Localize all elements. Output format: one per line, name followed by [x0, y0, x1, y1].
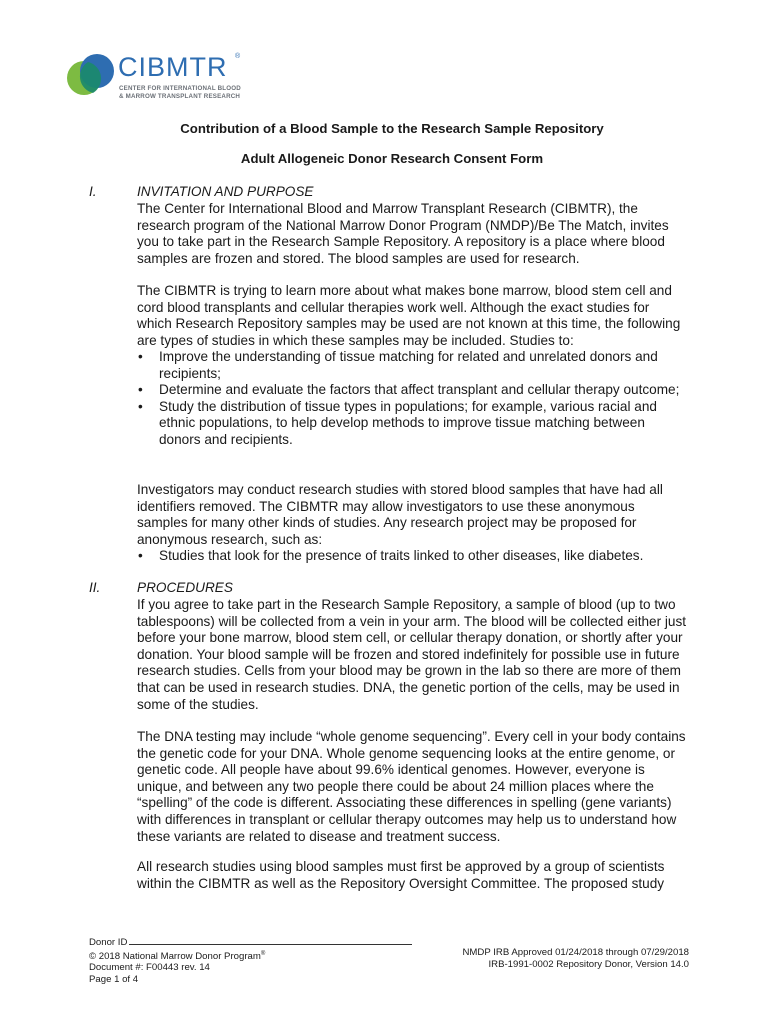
bullet-icon: •: [138, 398, 143, 414]
logo-subtitle-line-1: CENTER FOR INTERNATIONAL BLOOD: [119, 85, 241, 92]
list-item: • Study the distribution of tissue types in populations; for example, various racial and ethnic populations, to help develop methods to improve tissue matching between donors and recipients.: [138, 398, 657, 447]
donor-id-row: [89, 935, 419, 949]
copyright-registered-mark: ®: [260, 950, 266, 957]
irb-approval: NMDP IRB Approved 01/24/2018 through 07/29/2018: [462, 947, 689, 958]
section-1-heading: INVITATION AND PURPOSE: [137, 184, 314, 199]
donor-id-field[interactable]: [129, 935, 412, 945]
section-1-number: I.: [89, 184, 97, 199]
document-subtitle: Adult Allogeneic Donor Research Consent Form: [240, 151, 544, 166]
section-2-paragraph-2: The DNA testing may include “whole genome sequencing”. Every cell in your body contains the genetic code for your DNA. Whole genome sequencing looks at the entire genome, or genetic code. All people have about 99.6% identical genomes. However, everyone is unique, and between any two people there could be about 24 million places where the “spelling” of the code is different. Associating these differences in spelling (gene variants) with differences in transplant or cellular therapy outcomes may help us to understand how these variants are related to disease and treatment success.: [137, 729, 686, 844]
bullet-icon: •: [138, 349, 143, 364]
cibmtr-logo: [66, 50, 256, 104]
document-number: Document #: F00443 rev. 14: [89, 962, 210, 974]
cibmtr-logo-mark-icon: [66, 50, 116, 100]
donor-id-label: Donor ID: [89, 937, 128, 948]
logo-subtitle-line-2: & MARROW TRANSPLANT RESEARCH: [119, 92, 241, 100]
section-2-paragraph-3: All research studies using blood samples must first be approved by a group of scientists within the CIBMTR as well as the Repository Oversight Committee. The proposed study: [137, 859, 665, 891]
footer-right: [409, 947, 689, 970]
list-item: • Determine and evaluate the factors that affect transplant and cellular therapy outcome;: [138, 382, 680, 398]
list-item: • Studies that look for the presence of traits linked to other diseases, like diabetes.: [138, 548, 644, 563]
irb-number: IRB-1991-0002 Repository Donor, Version 14.0: [488, 958, 689, 970]
section-2-number: II.: [89, 580, 101, 595]
list-item: • Improve the understanding of tissue matching for related and unrelated donors and recipients;: [138, 349, 658, 381]
section-1-bullet-list-2: [137, 548, 687, 565]
bullet-icon: •: [138, 548, 143, 563]
section-2-paragraph-1: If you agree to take part in the Research Sample Repository, a sample of blood (up to two tablespoons) will be collected from a vein in your arm. The blood will be collected either just before your bone marrow, blood stem cell, or cellular therapy donation, or shortly after your donation. Your blood sample will be frozen and stored indefinitely for possible use in future research studies. Cells from your blood may be grown in the lab so there are more of them that can be used in research studies. DNA, the genetic portion of the cells, may be used in some of the studies.: [137, 597, 687, 712]
section-1-paragraph-2: The CIBMTR is trying to learn more about what makes bone marrow, blood stem cell and cord blood transplants and cellular therapies work well. Although the exact studies for which Research Repository samples may be used are not known at this time, the following are types of studies in which these samples may be included. Studies to:: [137, 283, 681, 348]
page-number: Page 1 of 4: [89, 973, 139, 985]
bullet-icon: •: [138, 382, 143, 398]
logo-registered-mark: ®: [235, 53, 241, 60]
copyright-line: © 2018 National Marrow Donor Program®: [89, 950, 266, 962]
footer-left: [89, 935, 419, 986]
logo-subtitle: [119, 85, 241, 100]
logo-wordmark: CIBMTR: [118, 52, 228, 82]
section-1-paragraph-3: Investigators may conduct research studies with stored blood samples that have had all identifiers removed. The CIBMTR may allow investigators to use these anonymous samples for many other kinds of studies. Any research project may be proposed for anonymous research, such as:: [137, 482, 663, 547]
section-1-paragraph-1: The Center for International Blood and Marrow Transplant Research (CIBMTR), the research program of the National Marrow Donor Program (NMDP)/Be The Match, invites you to take part in the Research Sample Repository. A repository is a place where blood samples are frozen and stored. The blood samples are used for research.: [137, 201, 669, 266]
section-1-bullet-list: [137, 349, 687, 449]
section-2-heading: PROCEDURES: [137, 580, 233, 595]
document-title: Contribution of a Blood Sample to the Research Sample Repository: [180, 121, 604, 136]
